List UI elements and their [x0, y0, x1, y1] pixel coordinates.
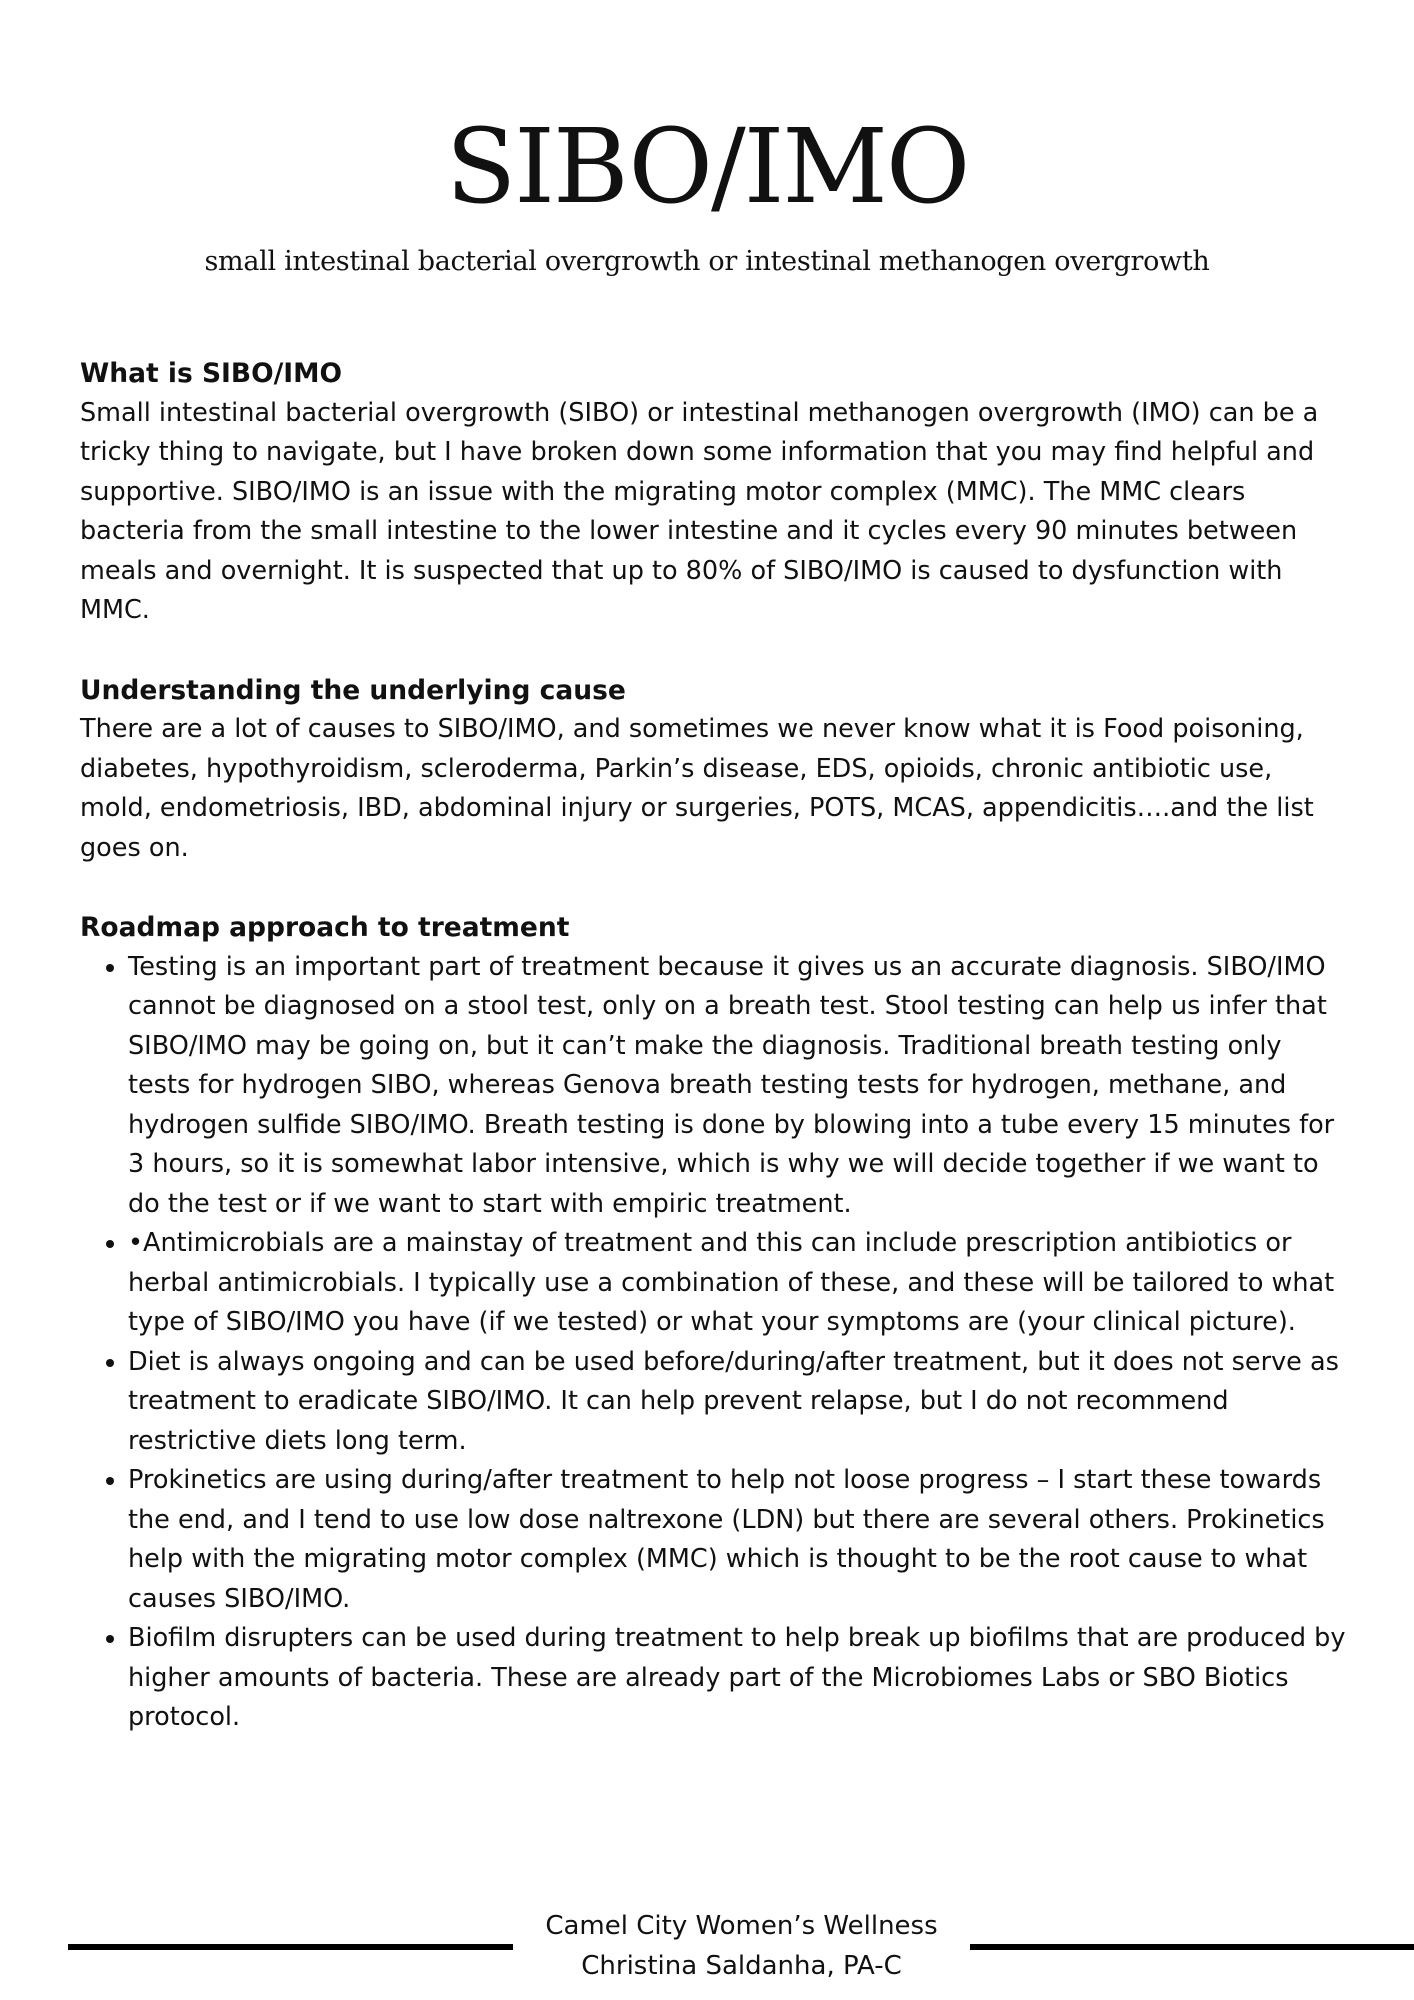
footer: [0, 1906, 1414, 1988]
footer-divider-left: [68, 1944, 513, 1950]
treatment-list: [80, 948, 1350, 1738]
section-paragraph: Small intestinal bacterial overgrowth (SIBO) or intestinal methanogen overgrowth (IMO) can be a tricky thing to navigate, but I have broken down some information that you may find helpful and supportive. SIBO/IMO is an issue with the migrating motor complex (MMC). The MMC clears bacteria from the small intestine to the lower intestine and it cycles every 90 minutes between meals and overnight. It is suspected that up to 80% of SIBO/IMO is caused to dysfunction with MMC.: [80, 397, 1319, 625]
section-heading: Roadmap approach to treatment: [80, 912, 570, 943]
list-item: • Prokinetics are using during/after treatment to help not loose progress – I start these towards the end, and I tend to use low dose naltrexone (LDN) but there are several others. Prokinetics help with the migrating motor complex (MMC) which is thought to be the root cause to what causes SIBO/IMO.: [128, 1461, 1350, 1619]
list-item: • •Antimicrobials are a mainstay of treatment and this can include prescription antibiotics or herbal antimicrobials. I typically use a combination of these, and these will be tailored to what type of SIBO/IMO you have (if we tested) or what your symptoms are (your clinical picture).: [128, 1224, 1350, 1343]
section-heading: What is SIBO/IMO: [80, 358, 343, 389]
section-heading: Understanding the underlying cause: [80, 674, 626, 706]
page-title: SIBO/IMO: [445, 107, 969, 227]
list-item: • Diet is always ongoing and can be used before/during/after treatment, but it does not serve as treatment to eradicate SIBO/IMO. It can help prevent relapse, but I do not recommend restrictive diets long term.: [128, 1343, 1350, 1462]
page-subtitle: small intestinal bacterial overgrowth or intestinal methanogen overgrowth: [204, 246, 1210, 277]
footer-divider-right: [970, 1944, 1414, 1950]
list-item: • Biofilm disrupters can be used during treatment to help break up biofilms that are produced by higher amounts of bacteria. These are already part of the Microbiomes Labs or SBO Biotics protocol.: [128, 1619, 1350, 1738]
practice-name: Camel City Women’s Wellness: [545, 1911, 938, 1941]
footer-text: [513, 1906, 970, 1986]
list-item: • Testing is an important part of treatment because it gives us an accurate diagnosis. SIBO/IMO cannot be diagnosed on a stool test, only on a breath test. Stool testing can help us infer that SIBO/IMO may be going on, but it can’t make the diagnosis. Traditional breath testing only tests for hydrogen SIBO, whereas Genova breath testing tests for hydrogen, methane, and hydrogen sulfide SIBO/IMO. Breath testing is done by blowing into a tube every 15 minutes for 3 hours, so it is somewhat labor intensive, which is why we will decide together if we want to do the test or if we want to start with empiric treatment.: [128, 948, 1350, 1225]
section-underlying-cause: [80, 671, 1350, 869]
section-paragraph: There are a lot of causes to SIBO/IMO, and sometimes we never know what it is Food poisoning, diabetes, hypothyroidism, scleroderma, Parkin’s disease, EDS, opioids, chronic antibiotic use, mold, endometriosis, IBD, abdominal injury or surgeries, POTS, MCAS, appendicitis….and the list goes on.: [80, 714, 1314, 863]
document-body: [80, 354, 1350, 1778]
section-roadmap: [80, 908, 1350, 1738]
section-what-is: [80, 354, 1350, 631]
provider-name: Christina Saldanha, PA-C: [581, 1951, 902, 1981]
